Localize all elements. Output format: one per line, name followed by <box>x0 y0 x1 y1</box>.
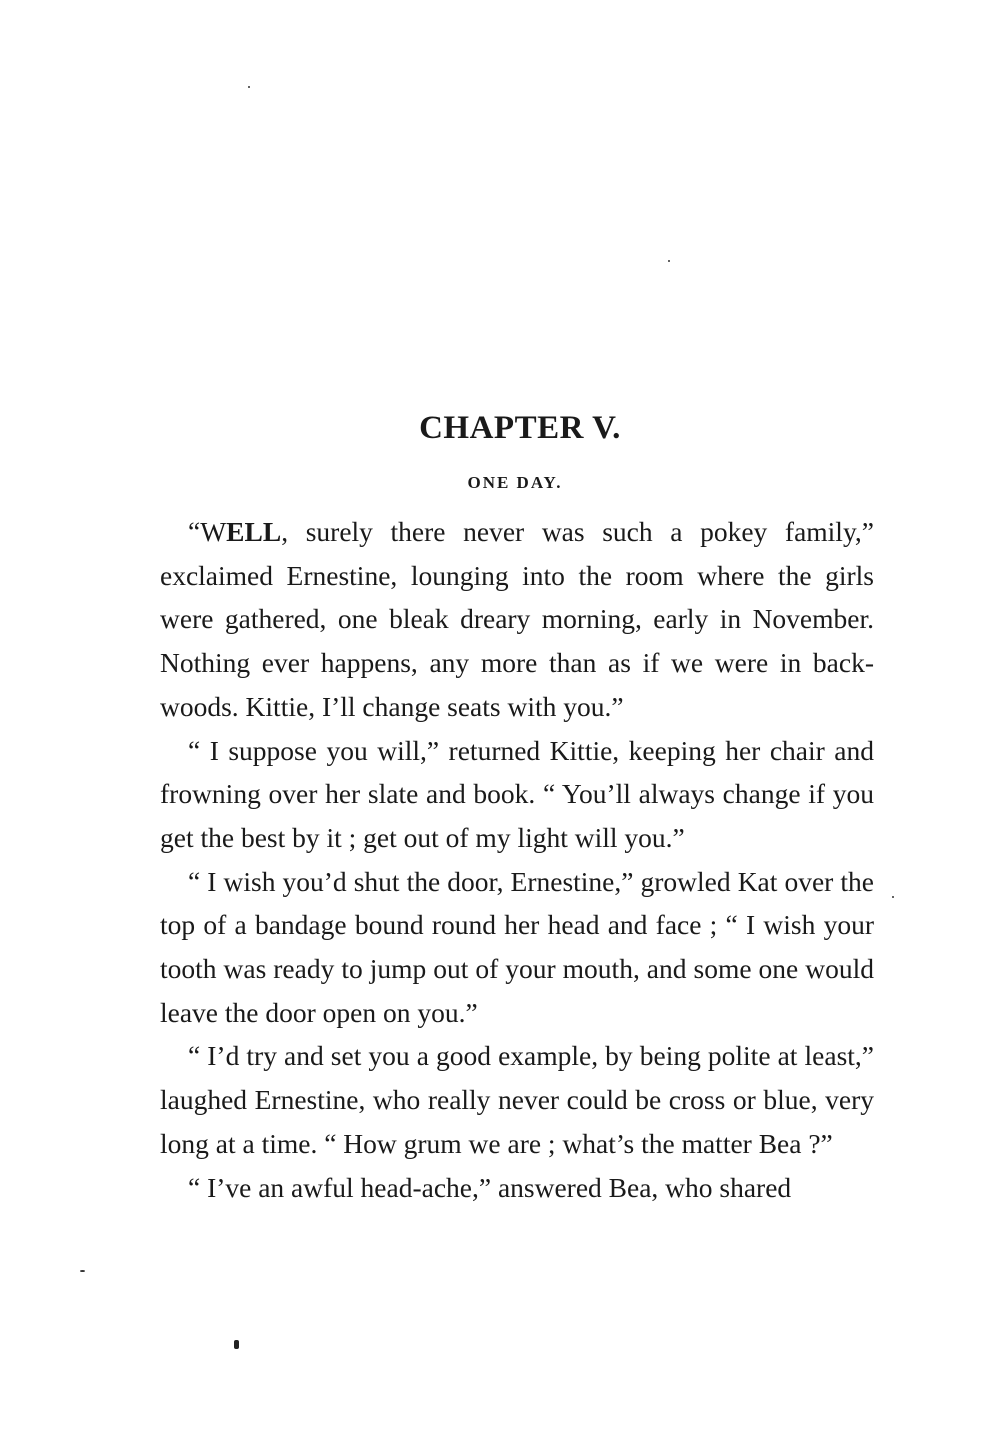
printer-mark <box>234 1340 239 1349</box>
ink-speck <box>668 260 670 262</box>
paragraph-text: “ I’ve an awful head-ache,” answered Bea, who shared <box>188 1171 792 1203</box>
paragraph-text: , surely there never was such a pokey family,” exclaimed Ernestine, lounging into the room where the girls were gathered, one bleak dreary morning, early in November. Nothing ever happens, any more than as if we were in back-woods. Kittie, I’ll change seats with you.” <box>160 516 874 722</box>
paragraph-text: “ I suppose you will,” returned Kittie, keeping her chair and frowning over her slate and book. “ You’ll always change if you get the best by it ; get out of my light will you.” <box>160 734 874 853</box>
paragraph-text: “ I wish you’d shut the door, Ernestine,” growled Kat over the top of a bandage bound round her head and face ; “ I wish your tooth was ready to jump out of your mouth, and some one would leave the door open on you.” <box>160 865 874 1028</box>
paragraph <box>160 1166 874 1210</box>
paragraph-text: “ I’d try and set you a good example, by being polite at least,” laughed Ernestine, who really never could be cross or blue, very long at a time. “ How grum we are ; what’s the matter Bea ?” <box>160 1040 874 1159</box>
paragraph-lead-smallcaps: ELL <box>226 516 282 547</box>
chapter-subtitle: ONE DAY. <box>467 473 563 492</box>
paragraph <box>160 729 874 860</box>
ink-speck <box>248 86 250 88</box>
paragraph <box>160 510 874 729</box>
ink-speck <box>892 896 894 898</box>
ink-speck <box>80 1270 85 1272</box>
body-text <box>160 510 874 1209</box>
paragraph <box>160 860 874 1035</box>
paragraph-lead-letter: “W <box>188 516 227 547</box>
paragraph <box>160 1034 874 1165</box>
chapter-title: CHAPTER V. <box>419 410 621 446</box>
